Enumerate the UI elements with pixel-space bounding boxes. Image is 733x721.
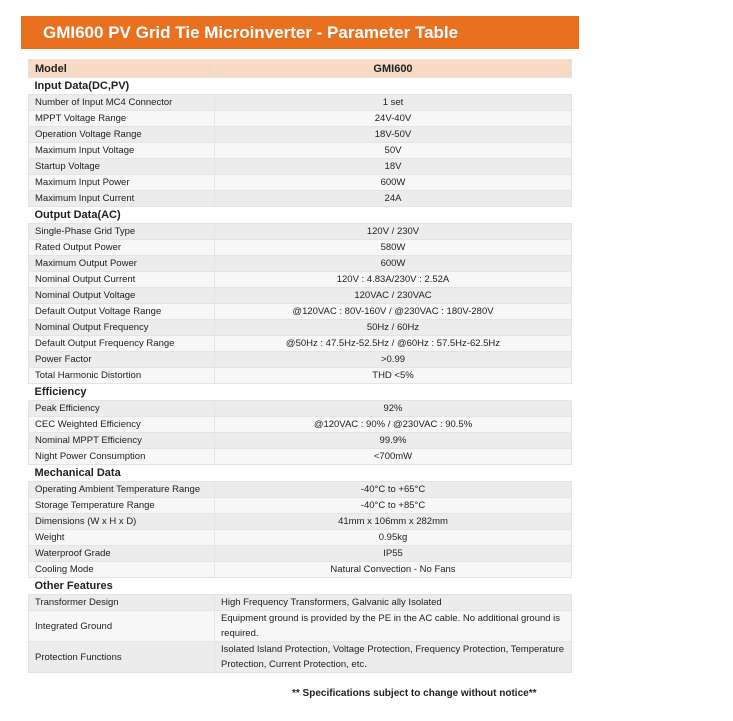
parameter-label: Maximum Input Current — [29, 191, 215, 207]
table-row — [29, 417, 572, 433]
parameter-label: CEC Weighted Efficiency — [29, 417, 215, 433]
parameter-table-body — [29, 60, 572, 673]
table-row — [29, 336, 572, 352]
header-model-value: GMI600 — [215, 60, 572, 78]
table-row — [29, 304, 572, 320]
table-row — [29, 595, 572, 611]
parameter-label: Dimensions (W x H x D) — [29, 514, 215, 530]
parameter-label: Maximum Input Voltage — [29, 143, 215, 159]
table-row — [29, 401, 572, 417]
table-row — [29, 546, 572, 562]
table-row — [29, 224, 572, 240]
table-row — [29, 530, 572, 546]
parameter-value: 600W — [215, 256, 572, 272]
parameter-label: MPPT Voltage Range — [29, 111, 215, 127]
table-row — [29, 433, 572, 449]
parameter-label: Waterproof Grade — [29, 546, 215, 562]
table-row — [29, 562, 572, 578]
table-row — [29, 240, 572, 256]
parameter-label: Power Factor — [29, 352, 215, 368]
parameter-value: 600W — [215, 175, 572, 191]
parameter-value: 50V — [215, 143, 572, 159]
section-header — [29, 207, 572, 224]
parameter-label: Nominal Output Current — [29, 272, 215, 288]
parameter-value: 120V : 4.83A/230V : 2.52A — [215, 272, 572, 288]
parameter-label: Number of Input MC4 Connector — [29, 95, 215, 111]
parameter-label: Transformer Design — [29, 595, 215, 611]
table-row — [29, 175, 572, 191]
parameter-value: -40°C to +65°C — [215, 482, 572, 498]
parameter-label: Rated Output Power — [29, 240, 215, 256]
parameter-label: Total Harmonic Distortion — [29, 368, 215, 384]
parameter-label: Weight — [29, 530, 215, 546]
table-row — [29, 368, 572, 384]
parameter-label: Default Output Frequency Range — [29, 336, 215, 352]
section-title: Input Data(DC,PV) — [29, 78, 572, 95]
parameter-label: Nominal Output Frequency — [29, 320, 215, 336]
table-row — [29, 111, 572, 127]
parameter-value: THD <5% — [215, 368, 572, 384]
parameter-label: Operating Ambient Temperature Range — [29, 482, 215, 498]
table-row — [29, 514, 572, 530]
section-header — [29, 384, 572, 401]
table-row — [29, 642, 572, 673]
table-row — [29, 482, 572, 498]
parameter-value: 18V — [215, 159, 572, 175]
table-row — [29, 611, 572, 642]
parameter-label: Nominal MPPT Efficiency — [29, 433, 215, 449]
parameter-value: @120VAC : 90% / @230VAC : 90.5% — [215, 417, 572, 433]
table-row — [29, 159, 572, 175]
parameter-value: 41mm x 106mm x 282mm — [215, 514, 572, 530]
table-row — [29, 498, 572, 514]
parameter-value: 92% — [215, 401, 572, 417]
parameter-value: Isolated Island Protection, Voltage Protection, Frequency Protection, Temperature Protection, Current Protection, etc. — [215, 642, 572, 673]
parameter-value: High Frequency Transformers, Galvanic ally Isolated — [215, 595, 572, 611]
section-title: Mechanical Data — [29, 465, 572, 482]
parameter-value: 18V-50V — [215, 127, 572, 143]
parameter-value: 50Hz / 60Hz — [215, 320, 572, 336]
section-header — [29, 78, 572, 95]
table-row — [29, 288, 572, 304]
table-row — [29, 95, 572, 111]
parameter-label: Cooling Mode — [29, 562, 215, 578]
section-title: Efficiency — [29, 384, 572, 401]
footnote: ** Specifications subject to change without notice** — [292, 688, 537, 699]
parameter-value: -40°C to +85°C — [215, 498, 572, 514]
parameter-label: Single-Phase Grid Type — [29, 224, 215, 240]
table-row — [29, 191, 572, 207]
table-row — [29, 272, 572, 288]
parameter-label: Integrated Ground — [29, 611, 215, 642]
parameter-label: Protection Functions — [29, 642, 215, 673]
header-label: Model — [29, 60, 215, 78]
parameter-value: 120VAC / 230VAC — [215, 288, 572, 304]
parameter-label: Peak Efficiency — [29, 401, 215, 417]
parameter-value: 24A — [215, 191, 572, 207]
table-row — [29, 127, 572, 143]
table-row — [29, 143, 572, 159]
parameter-value: IP55 — [215, 546, 572, 562]
parameter-label: Maximum Output Power — [29, 256, 215, 272]
parameter-label: Night Power Consumption — [29, 449, 215, 465]
parameter-label: Storage Temperature Range — [29, 498, 215, 514]
parameter-value: 580W — [215, 240, 572, 256]
section-header — [29, 578, 572, 595]
table-row — [29, 352, 572, 368]
section-title: Other Features — [29, 578, 572, 595]
parameter-label: Operation Voltage Range — [29, 127, 215, 143]
section-header — [29, 465, 572, 482]
parameter-value: Equipment ground is provided by the PE in the AC cable. No additional ground is required. — [215, 611, 572, 642]
parameter-value: >0.99 — [215, 352, 572, 368]
parameter-value: 120V / 230V — [215, 224, 572, 240]
parameter-label: Nominal Output Voltage — [29, 288, 215, 304]
page-title: GMI600 PV Grid Tie Microinverter - Parameter Table — [21, 16, 579, 49]
parameter-value: <700mW — [215, 449, 572, 465]
parameter-value: @50Hz : 47.5Hz-52.5Hz / @60Hz : 57.5Hz-62.5Hz — [215, 336, 572, 352]
parameter-value: 99.9% — [215, 433, 572, 449]
parameter-value: 1 set — [215, 95, 572, 111]
table-header-row — [29, 60, 572, 78]
parameter-label: Default Output Voltage Range — [29, 304, 215, 320]
parameter-label: Maximum Input Power — [29, 175, 215, 191]
table-row — [29, 256, 572, 272]
parameter-value: @120VAC : 80V-160V / @230VAC : 180V-280V — [215, 304, 572, 320]
parameter-value: 24V-40V — [215, 111, 572, 127]
parameter-table — [28, 59, 572, 673]
table-row — [29, 449, 572, 465]
table-row — [29, 320, 572, 336]
parameter-value: 0.95kg — [215, 530, 572, 546]
section-title: Output Data(AC) — [29, 207, 572, 224]
parameter-label: Startup Voltage — [29, 159, 215, 175]
parameter-value: Natural Convection - No Fans — [215, 562, 572, 578]
